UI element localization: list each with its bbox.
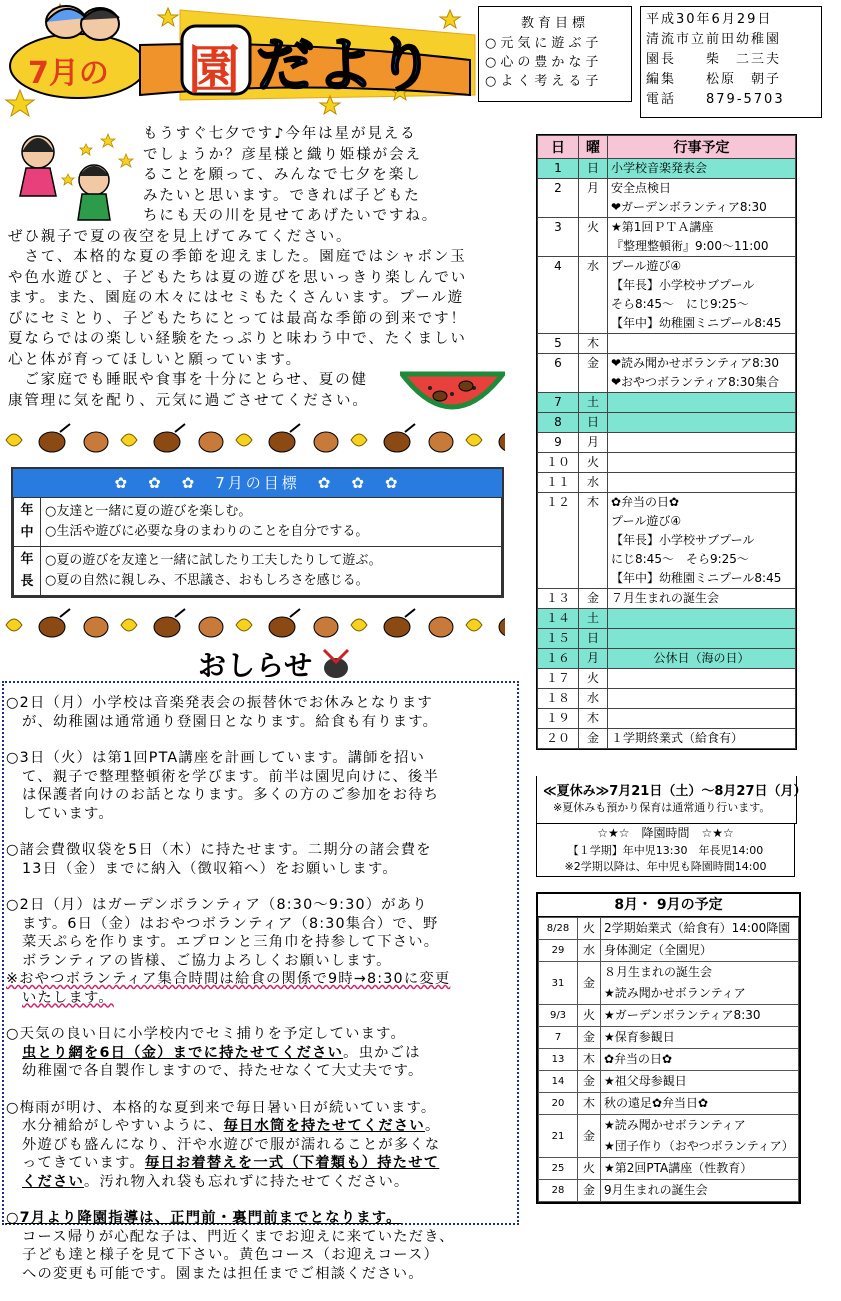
aug-sep-event: ✿弁当の日✿ xyxy=(604,1052,673,1066)
schedule-event: １学期終業式（給食有） xyxy=(611,731,744,745)
aug-sep-weekday: 金 xyxy=(578,1027,601,1049)
notices xyxy=(6,694,516,1301)
notice-line: 菜天ぷらを作ります。エプロンと三角巾を持参して下さい。 xyxy=(22,934,440,950)
notice-6 xyxy=(6,1099,516,1192)
schedule-day: 5 xyxy=(538,334,579,354)
dismissal-title: ☆★☆ 降園時間 ☆★☆ xyxy=(597,826,734,840)
schedule-row xyxy=(538,629,796,649)
title-banner xyxy=(0,0,478,120)
col-header-events: 行事予定 xyxy=(608,136,796,159)
schedule-row xyxy=(538,334,796,354)
notice-text: 。 xyxy=(424,1118,441,1134)
schedule-event xyxy=(611,669,792,688)
intro-text xyxy=(8,124,505,411)
aug-sep-row xyxy=(539,1049,799,1071)
schedule-day: 2 xyxy=(538,179,579,218)
schedule-day: 9 xyxy=(538,433,579,453)
schedule-day: １２ xyxy=(538,493,579,589)
schedule-events xyxy=(608,218,796,257)
schedule-day: 4 xyxy=(538,257,579,334)
title-text: だより xyxy=(256,31,437,99)
schedule-row xyxy=(538,493,796,589)
notice-line: ○3日（火）は第1回PTA講座を計画しています。講師を招い xyxy=(6,750,426,766)
aug-sep-event: ★保育参観日 xyxy=(604,1030,675,1044)
aug-sep-event: 秋の遠足✿弁当日✿ xyxy=(604,1096,709,1110)
schedule-event xyxy=(611,433,792,452)
notice-line: ○梅雨が明け、本格的な夏到来で毎日暑い日が続いています。 xyxy=(6,1099,437,1116)
schedule-event: そら8:45～ にじ9:25～ xyxy=(611,297,749,311)
aug-sep-date: 29 xyxy=(539,940,578,962)
aug-sep-events xyxy=(601,1071,799,1093)
schedule-event: 『整理整頓術』9:00～11:00 xyxy=(611,239,769,253)
schedule-row xyxy=(538,609,796,629)
notice-note: ※おやつボランティア集合時間は給食の関係で9時→8:30に変更 xyxy=(6,971,451,987)
schedule-weekday: 木 xyxy=(579,334,608,354)
schedule-row xyxy=(538,709,796,729)
aug-sep-weekday: 火 xyxy=(578,1005,601,1027)
summer-vacation xyxy=(536,776,807,824)
intro-line: ることを願って、みんなで七夕を楽し xyxy=(143,167,422,183)
notice-line: ○2日（月）はガーデンボランティア（8:30～9:30）があり xyxy=(6,897,428,913)
aug-sep-weekday: 火 xyxy=(578,918,601,940)
schedule-row xyxy=(538,473,796,493)
aug-sep-row xyxy=(539,1093,799,1115)
schedule-events xyxy=(608,709,796,729)
schedule-event xyxy=(611,629,792,648)
schedule-weekday: 水 xyxy=(579,689,608,709)
notice-emphasis: 毎日水筒を持たせてください xyxy=(223,1118,425,1134)
schedule-event xyxy=(611,413,792,432)
issue-date: 平成30年6月29日 xyxy=(646,12,773,27)
schedule-row xyxy=(538,669,796,689)
watermelon-illustration xyxy=(400,370,505,406)
schedule-day: 3 xyxy=(538,218,579,257)
schedule-event: ★第1回ＰＴＡ講座 xyxy=(611,220,714,234)
aug-sep-weekday: 金 xyxy=(578,1180,601,1202)
aug-sep-row xyxy=(539,1115,799,1158)
schedule-event: プール遊び④ xyxy=(611,514,682,528)
col-header-weekday: 曜 xyxy=(579,136,608,159)
aug-sep-date: 20 xyxy=(539,1093,578,1115)
schedule-events xyxy=(608,413,796,433)
intro-line: ます。また、園庭の木々にはセミもたくさんいます。プール遊 xyxy=(8,290,465,306)
notice-line: 13日（金）までに納入（徴収箱へ）をお願いします。 xyxy=(22,860,398,877)
dismissal-line: 【１学期】年中児13:30 年長児14:00 xyxy=(567,844,764,857)
schedule-row xyxy=(538,433,796,453)
aug-sep-date: 14 xyxy=(539,1071,578,1093)
education-goals-box xyxy=(478,6,632,102)
aug-sep-date: 9/3 xyxy=(539,1005,578,1027)
notice-5 xyxy=(6,1025,516,1081)
aug-sep-event: ★祖父母参観日 xyxy=(604,1074,687,1088)
schedule-weekday: 火 xyxy=(579,669,608,689)
schedule-event: 【年中】幼稚園ミニプール8:45 xyxy=(611,571,782,585)
aug-sep-row xyxy=(539,1071,799,1093)
schedule-events xyxy=(608,689,796,709)
schedule-events xyxy=(608,493,796,589)
schedule-events xyxy=(608,334,796,354)
intro-line: ちにも天の川を見せてあげたいですね。 xyxy=(143,208,439,224)
oshirase-title: おしらせ xyxy=(198,649,314,682)
schedule-weekday: 木 xyxy=(579,709,608,729)
month-badge: 7月の xyxy=(28,56,109,91)
schedule-event xyxy=(611,334,792,353)
schedule-row xyxy=(538,159,796,179)
aug-sep-events xyxy=(601,1158,799,1180)
goal-item: ○夏の遊びを友達と一緒に試したり工夫したりして遊ぶ。 xyxy=(45,553,382,568)
schedule-event xyxy=(611,393,792,412)
beetle-border-top xyxy=(0,420,505,460)
aug-sep-weekday: 火 xyxy=(578,1158,601,1180)
schedule-event: ❤読み聞かせボランティア8:30 xyxy=(611,356,780,370)
notice-line: は保護者向けのお話となります。多くの方のご参加をお待ち xyxy=(22,787,440,803)
school-name: 清流市立前田幼稚園 xyxy=(646,32,782,47)
goals-label-nenchu: 年中 xyxy=(14,498,41,547)
education-goals-title: 教育目標 xyxy=(520,16,589,31)
aug-sep-event: ８月生まれの誕生会 xyxy=(604,965,713,979)
july-schedule xyxy=(536,134,797,750)
goal-item: ○夏の自然に親しみ、不思議さ、おもしろさを感じる。 xyxy=(45,573,369,588)
schedule-weekday: 日 xyxy=(579,413,608,433)
schedule-events xyxy=(608,393,796,413)
schedule-events xyxy=(608,729,796,749)
dismissal-time xyxy=(536,823,795,877)
aug-sep-date: 31 xyxy=(539,962,578,1005)
intro-line: 康管理に気を配り、元気に過ごさせてください。 xyxy=(8,392,369,409)
aug-sep-event: ★読み聞かせボランティア xyxy=(604,986,746,1000)
schedule-day: １８ xyxy=(538,689,579,709)
schedule-weekday: 月 xyxy=(579,179,608,218)
schedule-event: ❤ガーデンボランティア8:30 xyxy=(611,200,767,214)
month-goals xyxy=(11,467,504,598)
schedule-weekday: 水 xyxy=(579,257,608,334)
notice-line: への変更も可能です。園または担任までご相談ください。 xyxy=(22,1265,424,1282)
schedule-row xyxy=(538,413,796,433)
schedule-events xyxy=(608,473,796,493)
aug-sep-weekday: 金 xyxy=(578,962,601,1005)
aug-sep-events xyxy=(601,1093,799,1115)
schedule-row xyxy=(538,218,796,257)
dismissal-line: ※2学期以降は、年中児も降園時間14:00 xyxy=(564,860,767,873)
schedule-event xyxy=(611,689,792,708)
aug-sep-events xyxy=(601,918,799,940)
schedule-day: １７ xyxy=(538,669,579,689)
intro-line: や色水遊びと、子どもたちは夏の遊びを思いっきり楽しんでい xyxy=(8,269,468,286)
aug-sep-date: 13 xyxy=(539,1049,578,1071)
schedule-event: ✿弁当の日✿ xyxy=(611,495,680,509)
schedule-row xyxy=(538,453,796,473)
tanabata-illustration xyxy=(8,124,143,224)
notice-7 xyxy=(6,1209,516,1283)
schedule-events xyxy=(608,159,796,179)
notice-line: 子ども達と様子を見て下さい。黄色コース（お迎えコース） xyxy=(22,1247,439,1263)
aug-sep-events xyxy=(601,1005,799,1027)
aug-sep-event: ★団子作り（おやつボランティア） xyxy=(604,1139,794,1153)
schedule-day: ２０ xyxy=(538,729,579,749)
notice-line: ます。6日（金）はおやつボランティア（8:30集合）で、野 xyxy=(22,915,439,932)
aug-sep-events xyxy=(601,1115,799,1158)
aug-sep-title: 8月・ 9月の予定 xyxy=(538,894,799,917)
intro-line: 心と体が育ってほしいと願っています。 xyxy=(8,351,303,368)
intro-line: ぜひ親子で夏の夜空を見上げてみてください。 xyxy=(8,228,353,245)
schedule-day: １４ xyxy=(538,609,579,629)
editor: 編集 松原 朝子 xyxy=(646,72,782,87)
aug-sep-events xyxy=(601,940,799,962)
schedule-row xyxy=(538,649,796,669)
notice-line: て、親子で整理整頓術を学びます。前半は園児向けに、後半 xyxy=(22,768,439,785)
aug-sep-events xyxy=(601,1027,799,1049)
schedule-weekday: 日 xyxy=(579,629,608,649)
aug-sep-date: 8/28 xyxy=(539,918,578,940)
notice-emphasis: ○7月より降園指導は、正門前・裏門前までとなります。 xyxy=(6,1210,402,1226)
schedule-day: 6 xyxy=(538,354,579,393)
notice-1 xyxy=(6,694,516,731)
title-char-en: 園 xyxy=(188,41,241,101)
col-header-day: 日 xyxy=(538,136,579,159)
notice-emphasis: 虫とり網を6日（金）までに持たせてください xyxy=(22,1044,344,1061)
schedule-weekday: 金 xyxy=(579,354,608,393)
notice-line: しています。 xyxy=(22,805,114,822)
schedule-weekday: 土 xyxy=(579,393,608,413)
intro-line: もうすぐ七夕です♪今年は星が見える xyxy=(143,126,417,142)
aug-sep-event: ★第2回PTA講座（性教育） xyxy=(604,1161,753,1175)
schedule-day: 1 xyxy=(538,159,579,179)
schedule-day: 8 xyxy=(538,413,579,433)
aug-sep-weekday: 木 xyxy=(578,1049,601,1071)
schedule-row xyxy=(538,179,796,218)
notice-line: ボランティアの皆様、ご協力よろしくお願いします。 xyxy=(22,952,392,969)
goal-item: ○友達と一緒に夏の遊びを楽しむ。 xyxy=(45,504,252,519)
notice-line: ○2日（月）小学校は音楽発表会の振替休でお休みとなります xyxy=(6,695,433,711)
schedule-weekday: 水 xyxy=(579,473,608,493)
intro-line: ご家庭でも睡眠や食事を十分にとらせ、夏の健 xyxy=(8,372,368,388)
schedule-row xyxy=(538,689,796,709)
schedule-row xyxy=(538,393,796,413)
schedule-row xyxy=(538,354,796,393)
aug-sep-schedule xyxy=(536,892,801,1204)
aug-sep-date: 28 xyxy=(539,1180,578,1202)
schedule-events xyxy=(608,649,796,669)
aug-sep-events xyxy=(601,962,799,1005)
notice-4 xyxy=(6,896,516,1007)
summer-vacation-note: ※夏休みも預かり保育は通常通り行います。 xyxy=(553,801,771,814)
notice-note: いたします。 xyxy=(22,989,114,1006)
schedule-weekday: 火 xyxy=(579,218,608,257)
phone: 電話 879-5703 xyxy=(646,92,785,107)
aug-sep-row xyxy=(539,1005,799,1027)
schedule-events xyxy=(608,354,796,393)
notice-emphasis: 毎日お着替えを一式（下着類も）持たせて xyxy=(144,1155,440,1171)
schedule-events xyxy=(608,609,796,629)
schedule-day: １９ xyxy=(538,709,579,729)
notice-text: ってきています。 xyxy=(22,1155,145,1171)
schedule-event xyxy=(611,453,792,472)
schedule-events xyxy=(608,453,796,473)
schedule-event: 【年長】小学校サブプール xyxy=(611,278,755,292)
schedule-day: 7 xyxy=(538,393,579,413)
aug-sep-row xyxy=(539,962,799,1005)
aug-sep-event: ★読み聞かせボランティア xyxy=(604,1118,746,1132)
notice-text: 。虫かごは xyxy=(343,1044,421,1061)
schedule-day: １０ xyxy=(538,453,579,473)
aug-sep-row xyxy=(539,1180,799,1202)
schedule-events xyxy=(608,179,796,218)
schedule-event: 公休日（海の日） xyxy=(653,651,750,665)
schedule-day: １５ xyxy=(538,629,579,649)
beetle-border-bottom xyxy=(0,605,505,645)
schedule-weekday: 火 xyxy=(579,453,608,473)
schedule-event: ７月生まれの誕生会 xyxy=(611,591,720,605)
intro-line: さて、本格的な夏の季節を迎えました。園庭ではシャボン玉 xyxy=(8,249,467,265)
aug-sep-event: ★ガーデンボランティア8:30 xyxy=(604,1008,761,1022)
education-goal: ○よく考える子 xyxy=(485,74,603,89)
notice-line: ○天気の良い日に小学校内でセミ捕りを予定しています。 xyxy=(6,1026,406,1042)
notice-emphasis: ください xyxy=(22,1173,84,1190)
schedule-event xyxy=(611,473,792,492)
aug-sep-row xyxy=(539,1158,799,1180)
cicada-icon xyxy=(316,644,356,684)
schedule-event: 【年長】小学校サブプール xyxy=(611,533,755,547)
intro-line: びにセミとり、子どもたちにとっては最高な季節の到来です！ xyxy=(8,310,467,327)
notice-line: 外遊びも盛んになり、汗や水遊びで服が濡れることが多くな xyxy=(22,1136,441,1153)
schedule-day: １６ xyxy=(538,649,579,669)
goal-item: ○生活や遊びに必要な身のまわりのことを自分でする。 xyxy=(45,524,369,539)
schedule-weekday: 金 xyxy=(579,729,608,749)
schedule-weekday: 月 xyxy=(579,649,608,669)
aug-sep-weekday: 金 xyxy=(578,1071,601,1093)
schedule-weekday: 日 xyxy=(579,159,608,179)
intro-line: みたいと思います。できれば子どもた xyxy=(143,187,421,204)
goals-label-nencho: 年長 xyxy=(14,547,41,596)
summer-vacation-dates: ≪夏休み≫7月21日（土）～8月27日（月） xyxy=(543,784,807,799)
notice-text: 。汚れ物入れ袋も忘れずに持たせてください。 xyxy=(84,1173,410,1190)
schedule-event: ❤おやつボランティア8:30集合 xyxy=(611,375,780,389)
aug-sep-event: 身体測定（全園児） xyxy=(604,943,713,957)
aug-sep-events xyxy=(601,1049,799,1071)
intro-line: でしょうか？彦星様と織り姫様が会え xyxy=(143,146,422,163)
notice-line: ○諸会費徴収袋を5日（木）に持たせます。二期分の諸会費を xyxy=(6,842,432,858)
schedule-day: １３ xyxy=(538,589,579,609)
aug-sep-weekday: 水 xyxy=(578,940,601,962)
schedule-weekday: 木 xyxy=(579,493,608,589)
aug-sep-date: 7 xyxy=(539,1027,578,1049)
schedule-weekday: 土 xyxy=(579,609,608,629)
aug-sep-weekday: 木 xyxy=(578,1093,601,1115)
aug-sep-date: 21 xyxy=(539,1115,578,1158)
newsletter-info-box xyxy=(640,6,822,118)
schedule-event xyxy=(611,709,792,728)
schedule-events xyxy=(608,433,796,453)
aug-sep-date: 25 xyxy=(539,1158,578,1180)
schedule-events xyxy=(608,589,796,609)
schedule-weekday: 月 xyxy=(579,433,608,453)
notice-text: 水分補給がしやすいように、 xyxy=(22,1118,224,1134)
schedule-events xyxy=(608,257,796,334)
education-goal: ○心の豊かな子 xyxy=(485,55,603,70)
aug-sep-event: 2学期始業式（給食有）14:00降園 xyxy=(604,921,791,935)
principal: 園長 柴 二三夫 xyxy=(646,52,782,67)
schedule-event: プール遊び④ xyxy=(611,259,682,273)
schedule-day: １１ xyxy=(538,473,579,493)
schedule-event xyxy=(611,609,792,628)
month-goals-title: ✿ ✿ ✿ 7月の目標 ✿ ✿ ✿ xyxy=(13,469,502,497)
schedule-event: 【年中】幼稚園ミニプール8:45 xyxy=(611,316,782,330)
intro-line: 夏ならではの楽しい経験をたっぷりと味わう中で、たくましい xyxy=(8,331,467,347)
aug-sep-row xyxy=(539,918,799,940)
notice-line: コース帰りが心配な子は、門近くまでお迎えに来ていただき、 xyxy=(22,1228,455,1245)
aug-sep-row xyxy=(539,940,799,962)
education-goal: ○元気に遊ぶ子 xyxy=(485,36,603,51)
schedule-events xyxy=(608,629,796,649)
schedule-event: 安全点検日 xyxy=(611,181,672,195)
notice-line: 幼稚園で各自製作しますので、持たせなくて大丈夫です。 xyxy=(22,1063,424,1079)
schedule-event: にじ8:45～ そら9:25～ xyxy=(611,552,749,566)
schedule-row xyxy=(538,589,796,609)
aug-sep-event: 9月生まれの誕生会 xyxy=(604,1183,708,1197)
aug-sep-row xyxy=(539,1027,799,1049)
notice-2 xyxy=(6,749,516,823)
aug-sep-weekday: 金 xyxy=(578,1115,601,1158)
notice-3 xyxy=(6,841,516,878)
schedule-weekday: 金 xyxy=(579,589,608,609)
schedule-row xyxy=(538,729,796,749)
schedule-row xyxy=(538,257,796,334)
schedule-events xyxy=(608,669,796,689)
schedule-event: 小学校音楽発表会 xyxy=(611,161,708,175)
notice-line: が、幼稚園は通常通り登園日となります。給食も有ります。 xyxy=(22,713,439,730)
aug-sep-events xyxy=(601,1180,799,1202)
